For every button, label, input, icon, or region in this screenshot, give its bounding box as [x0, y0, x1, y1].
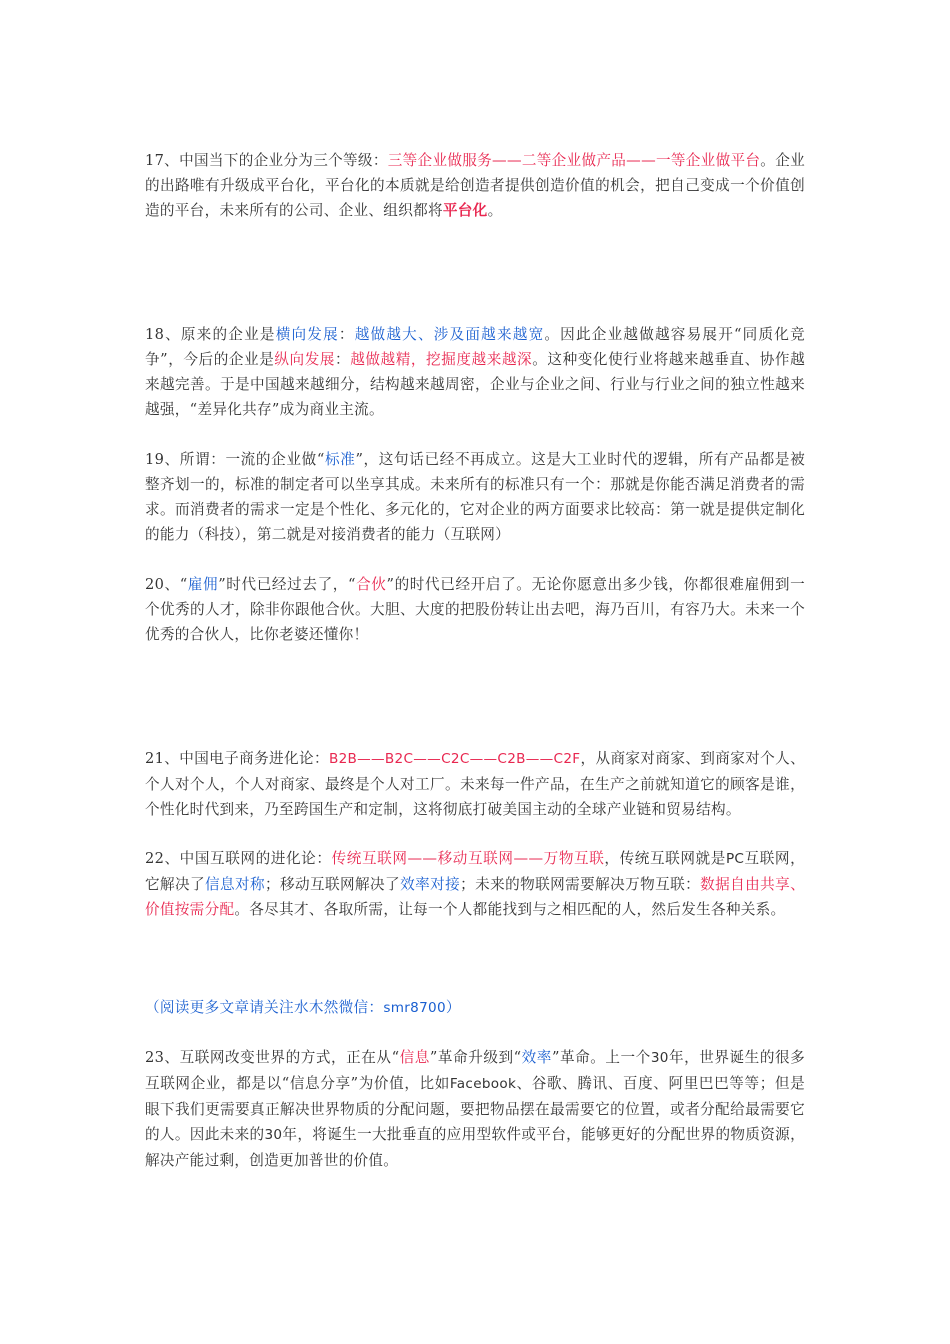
text-segment: 越做越精，挖掘度越来越深 [350, 351, 533, 368]
text-segment: ”革命升级到“ [429, 1049, 522, 1066]
text-segment: 信息对称 [205, 876, 266, 893]
paragraph-17 [145, 148, 805, 223]
paragraph-20 [145, 572, 805, 647]
text-segment: 年，世界诞生的很多互联网企业，都是以“信息分享”为价值，比如 [145, 1049, 806, 1092]
text-segment: 30 [264, 1127, 283, 1143]
text-segment: 雇佣 [187, 576, 219, 593]
text-segment: 纵向发展 [274, 351, 336, 368]
text-segment: 信息 [399, 1049, 430, 1066]
text-segment: 平台化 [442, 202, 488, 219]
text-segment: 23、互联网改变世界的方式，正在从“ [145, 1049, 400, 1066]
text-segment: 互联网，它解决了 [145, 850, 805, 893]
text-segment: 越做越大、涉及面越来越宽 [354, 326, 545, 343]
text-segment: 。各尽其才、各取所需，让每一个人都能找到与之相匹配的人，然后发生各种关系。 [234, 901, 786, 918]
paragraph-22 [145, 846, 805, 922]
text-segment: 、谷歌、腾讯、百度、阿里巴巴等等；但是眼下我们更需要真正解决世界物质的分配问题，要把物品摆在最需要它的位置，或者分配给最需要它的人。因此未来的 [145, 1075, 805, 1143]
paragraph-19 [145, 447, 805, 547]
text-segment: 。因此企业越做越容易展开“同质化竞争”，今后的企业是 [145, 326, 805, 368]
text-segment: ；移动互联网解决了 [265, 876, 401, 893]
text-segment: 。 [487, 202, 503, 219]
text-segment: 标准 [324, 451, 356, 468]
text-segment: 合伙 [355, 576, 387, 593]
text-segment: 19、所谓：一流的企业做“ [145, 451, 325, 468]
text-segment: ： [335, 351, 351, 368]
text-segment: 三等企业做服务——二等企业做产品——一等企业做平台 [387, 152, 761, 169]
paragraph-23 [145, 1045, 805, 1173]
text-segment: 22、中国互联网的进化论： [145, 850, 332, 867]
text-segment: 数据自由共享、价值按需分配 [145, 876, 806, 918]
text-segment: 30 [650, 1050, 669, 1066]
text-segment: Facebook [449, 1076, 517, 1092]
text-segment: ，从商家对商家、到商家对个人、个人对个人，个人对商家、最终是个人对工厂。未来每一件产品，在生产之前就知道它的顾客是谁，个性化时代到来，乃至跨国生产和定制，这将彻底打破美国主动的全球产业链和贸易结构。 [145, 750, 805, 818]
text-segment: ”的时代已经开启了。无论你愿意出多少钱，你都很难雇佣到一个优秀的人才，除非你跟他合伙。大胆、大度的把股份转让出去吧，海乃百川，有容乃大。未来一个优秀的合伙人，比你老婆还懂你！ [145, 576, 805, 643]
text-segment: B2B——B2C——C2C——C2B——C2F [328, 751, 581, 767]
text-segment: ： [338, 326, 355, 343]
text-segment: ；未来的物联网需要解决万物互联： [460, 876, 701, 893]
text-segment: 传统互联网——移动互联网——万物互联 [331, 850, 605, 867]
text-segment: PC [725, 851, 745, 867]
text-segment: 效率对接 [400, 876, 461, 893]
text-segment: ”，这句话已经不再成立。这是大工业时代的逻辑，所有产品都是被整齐划一的，标准的制定者可以坐享其成。未来所有的标准只有一个：那就是你能否满足消费者的需求。而消费者的需求一定是个性化、多元化的，它对企业的两方面要求比较高：第一就是提供定制化的能力（科技），第二就是对接消费者的能力（互联网） [145, 451, 805, 543]
follow-note [145, 995, 805, 1021]
text-segment: 年，将诞生一大批垂直的应用型软件或平台，能够更好的分配世界的物质资源，解决产能过剩，创造更加普世的价值。 [145, 1126, 805, 1169]
text-segment: 21、中国电子商务进化论： [145, 750, 329, 767]
text-segment: 。这种变化使行业将越来越垂直、协作越来越完善。于是中国越来越细分，结构越来越周密，企业与企业之间、行业与行业之间的独立性越来越强，“差异化共存”成为商业主流。 [145, 351, 805, 418]
text-segment: 横向发展 [275, 326, 339, 343]
text-segment: ） [445, 999, 461, 1016]
text-segment: ，传统互联网就是 [604, 850, 726, 867]
paragraph-18 [145, 322, 805, 422]
text-segment: 17、中国当下的企业分为三个等级： [145, 152, 388, 169]
text-segment: ”时代已经过去了，“ [218, 576, 356, 593]
text-segment: 。企业的出路唯有升级成平台化，平台化的本质就是给创造者提供创造价值的机会，把自己变成一个价值创造的平台，未来所有的公司、企业、组织都将 [145, 152, 805, 219]
text-segment: 效率 [521, 1049, 552, 1066]
text-segment: smr8700 [383, 1000, 446, 1016]
text-segment: 20、“ [145, 576, 188, 593]
text-segment: （阅读更多文章请关注水木然微信： [145, 999, 384, 1016]
paragraph-21 [145, 746, 805, 822]
text-segment: ”革命。上一个 [551, 1049, 651, 1066]
text-segment: 18、原来的企业是 [145, 326, 276, 343]
